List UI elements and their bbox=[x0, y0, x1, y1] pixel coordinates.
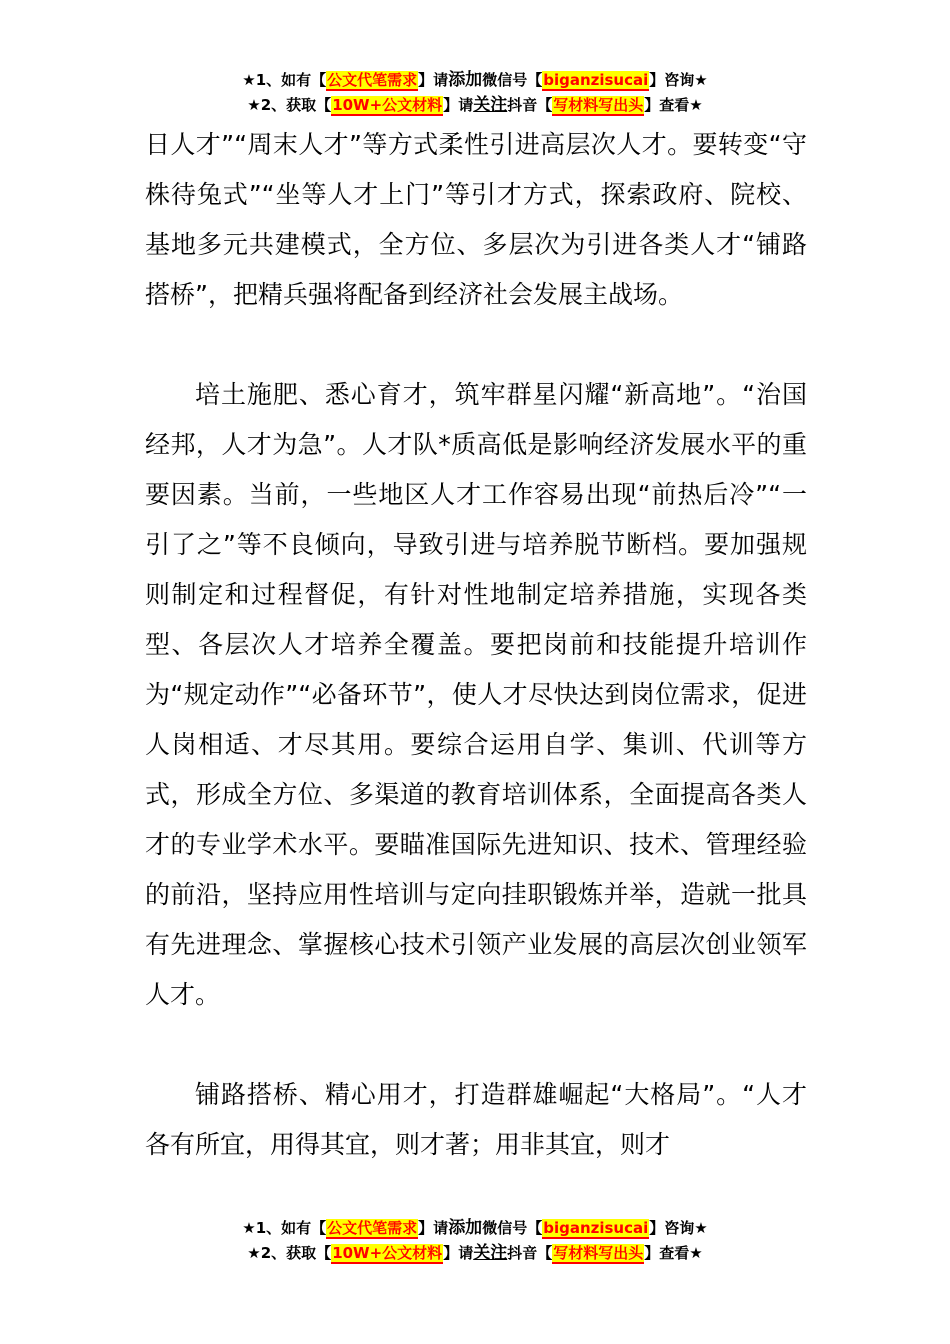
banner-highlight: 10W+公文材料 bbox=[332, 1244, 443, 1262]
banner-highlight: biganzisucai bbox=[543, 1219, 649, 1237]
banner-emphasis: 关注 bbox=[473, 1243, 508, 1263]
banner-text: 抖音【 bbox=[507, 96, 553, 114]
document-body bbox=[145, 120, 807, 1170]
banner-highlight: biganzisucai bbox=[543, 71, 649, 89]
banner-text: 】请 bbox=[418, 71, 449, 89]
banner-line-1 bbox=[0, 1216, 950, 1241]
banner-line-2 bbox=[0, 1241, 950, 1266]
banner-text: 微信号【 bbox=[482, 1219, 543, 1237]
banner-text: 】请 bbox=[418, 1219, 449, 1237]
banner-text: ★2、获取【 bbox=[247, 96, 332, 114]
banner-text: 抖音【 bbox=[507, 1244, 553, 1262]
paragraph-3: 铺路搭桥、精心用才，打造群雄崛起“大格局”。“人才各有所宜，用得其宜，则才著；用非其宜，则才 bbox=[145, 1080, 807, 1159]
banner-highlight: 写材料写出头 bbox=[553, 96, 644, 114]
banner-text: ★1、如有【 bbox=[242, 1219, 327, 1237]
banner-emphasis: 添加 bbox=[448, 1218, 483, 1238]
banner-highlight: 公文代笔需求 bbox=[327, 1219, 418, 1237]
banner-text: 】查看★ bbox=[644, 96, 703, 114]
banner-line-1 bbox=[0, 68, 950, 93]
banner-text: 微信号【 bbox=[482, 71, 543, 89]
banner-text: 】查看★ bbox=[644, 1244, 703, 1262]
banner-line-2 bbox=[0, 93, 950, 118]
banner-text: 】咨询★ bbox=[649, 71, 708, 89]
paragraph-gap bbox=[145, 1020, 807, 1070]
banner-text: ★2、获取【 bbox=[247, 1244, 332, 1262]
banner-highlight: 公文代笔需求 bbox=[327, 71, 418, 89]
banner-emphasis: 关注 bbox=[473, 95, 508, 115]
banner-emphasis: 添加 bbox=[448, 70, 483, 90]
header-banner bbox=[0, 68, 950, 118]
paragraph-gap bbox=[145, 320, 807, 370]
banner-highlight: 写材料写出头 bbox=[553, 1244, 644, 1262]
banner-highlight: 10W+公文材料 bbox=[332, 96, 443, 114]
footer-banner bbox=[0, 1216, 950, 1266]
banner-text: ★1、如有【 bbox=[242, 71, 327, 89]
banner-text: 】请 bbox=[443, 1244, 474, 1262]
paragraph-2: 培土施肥、悉心育才，筑牢群星闪耀“新高地”。“治国经邦，人才为急”。人才队*质高低是影响经济发展水平的重要因素。当前，一些地区人才工作容易出现“前热后冷”“一引了之”等不良倾向，导致引进与培养脱节断档。要加强规则制定和过程督促，有针对性地制定培养措施，实现各类型、各层次人才培养全覆盖。要把岗前和技能提升培训作为“规定动作”“必备环节”，使人才尽快达到岗位需求，促进人岗相适、才尽其用。要综合运用自学、集训、代训等方式，形成全方位、多渠道的教育培训体系，全面提高各类人才的专业学术水平。要瞄准国际先进知识、技术、管理经验的前沿，坚持应用性培训与定向挂职锻炼并举，造就一批具有先进理念、掌握核心技术引领产业发展的高层次创业领军人才。 bbox=[145, 380, 807, 1009]
paragraph-1: 日人才”“周末人才”等方式柔性引进高层次人才。要转变“守株待兔式”“坐等人才上门”等引才方式，探索政府、院校、基地多元共建模式，全方位、多层次为引进各类人才“铺路搭桥”，把精兵强将配备到经济社会发展主战场。 bbox=[145, 130, 807, 309]
banner-text: 】请 bbox=[443, 96, 474, 114]
banner-text: 】咨询★ bbox=[649, 1219, 708, 1237]
